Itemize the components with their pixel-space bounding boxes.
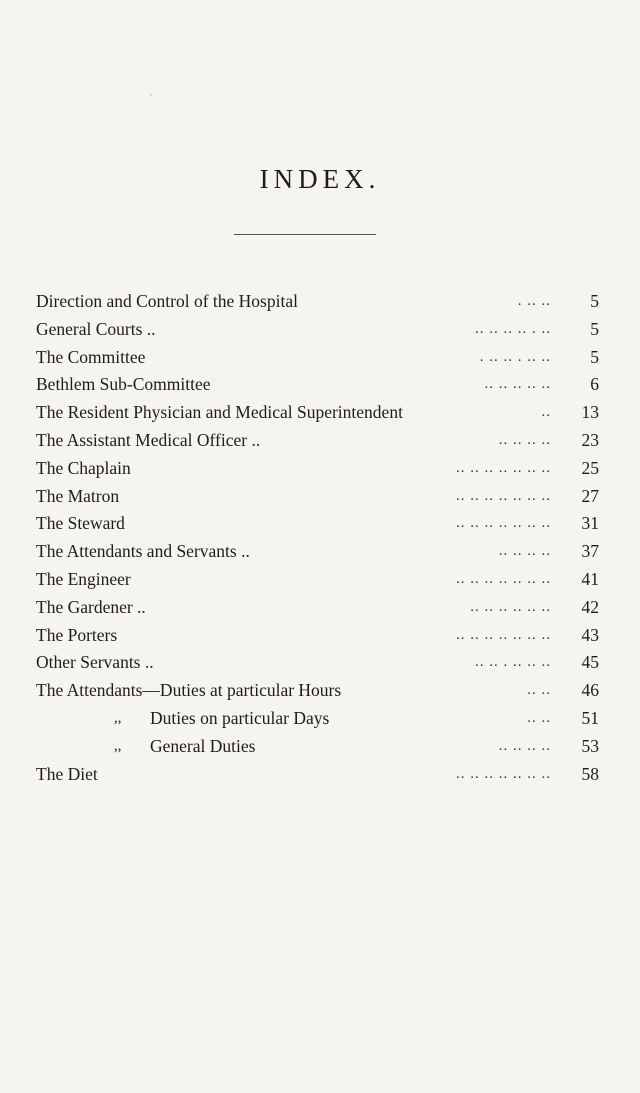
entry-label: Direction and Control of the Hospital [36,291,298,311]
entry-page-number: 42 [581,596,599,617]
index-entry-diet [36,761,599,789]
ditto-mark: ,, [114,737,122,754]
entry-page-number: 43 [581,624,599,645]
index-entry-gardener [36,594,599,622]
index-entry-chaplain [36,455,599,483]
entry-page-number: 27 [581,485,599,506]
entry-label: Duties on particular Days [150,707,330,728]
index-entry-duties-particular-days [36,705,599,733]
index-entry-general-duties [36,733,599,761]
dot-leader: .. .. .. .. .. .. .. [456,459,551,476]
dot-leader: .. [541,404,551,421]
entry-label: The Attendants and Servants .. [36,541,250,562]
entry-label: Bethlem Sub-Committee [36,374,211,395]
index-entry-direction-and-control [36,288,599,316]
title-divider [234,234,376,235]
dot-leader: .. .. .. .. .. .. .. [456,570,551,587]
entry-label: The Engineer [36,568,131,589]
entry-label: The Committee [36,346,146,367]
entry-page-number: 6 [590,374,599,395]
dot-leader: .. .. [527,709,551,726]
index-entry-matron [36,483,599,511]
index-entry-general-courts [36,316,599,344]
entry-label: The Resident Physician and Medical Superintendent [36,402,403,423]
entry-label: General Courts .. [36,318,156,339]
entry-label: The Steward [36,513,125,534]
entry-page-number: 45 [581,652,599,673]
entry-page-number: 31 [581,513,599,534]
paper-speck [150,94,152,96]
entry-page-number: 51 [581,707,599,728]
dot-leader: .. .. .. .. [498,737,551,754]
entry-page-number: 25 [581,457,599,478]
index-entry-attendants-duties-hours [36,677,599,705]
dot-leader: .. .. .. .. .. .. .. [456,487,551,504]
entry-label: General Duties [150,735,256,756]
dot-leader: .. .. . .. .. .. [475,654,551,671]
dot-leader: .. .. .. .. [498,543,551,560]
entry-label: The Attendants—Duties at particular Hours [36,680,342,701]
entry-page-number: 37 [581,541,599,562]
entry-page-number: 46 [581,680,599,701]
index-entry-attendants-and-servants [36,538,599,566]
dot-leader: .. .. .. .. .. [484,376,551,393]
entry-label: The Diet [36,763,98,784]
entry-label: The Gardener .. [36,596,146,617]
entry-page-number: 58 [581,763,599,784]
entry-page-number: 13 [581,402,599,423]
index-list [36,288,599,788]
index-entry-assistant-medical-officer [36,427,599,455]
dot-leader: .. .. .. .. .. .. .. [456,765,551,782]
dot-leader: .. .. [527,682,551,699]
dot-leader: .. .. .. .. .. .. [470,598,551,615]
entry-page-number: 41 [581,568,599,589]
entry-label: The Matron [36,485,120,506]
entry-page-number: 5 [590,291,599,311]
index-entry-other-servants [36,649,599,677]
index-entry-resident-physician [36,399,599,427]
page-title: INDEX. [259,164,381,195]
index-entry-committee [36,344,599,372]
index-entry-porters [36,622,599,650]
entry-label: Other Servants .. [36,652,154,673]
entry-label: The Porters [36,624,118,645]
entry-label: The Assistant Medical Officer .. [36,429,261,450]
dot-leader: .. .. .. .. .. .. .. [456,626,551,643]
dot-leader: .. .. .. .. [498,431,551,448]
ditto-mark: ,, [114,709,122,726]
entry-page-number: 53 [581,735,599,756]
dot-leader: .. .. .. .. .. .. .. [456,515,551,532]
entry-page-number: 5 [590,318,599,339]
entry-label: The Chaplain [36,457,131,478]
index-entry-engineer [36,566,599,594]
index-entry-bethlem-sub-committee [36,371,599,399]
dot-leader: . .. .. [517,293,551,309]
entry-page-number: 5 [590,346,599,367]
entry-page-number: 23 [581,429,599,450]
dot-leader: .. .. .. .. . .. [475,320,551,337]
dot-leader: . .. .. . .. .. [479,348,551,365]
index-entry-steward [36,510,599,538]
